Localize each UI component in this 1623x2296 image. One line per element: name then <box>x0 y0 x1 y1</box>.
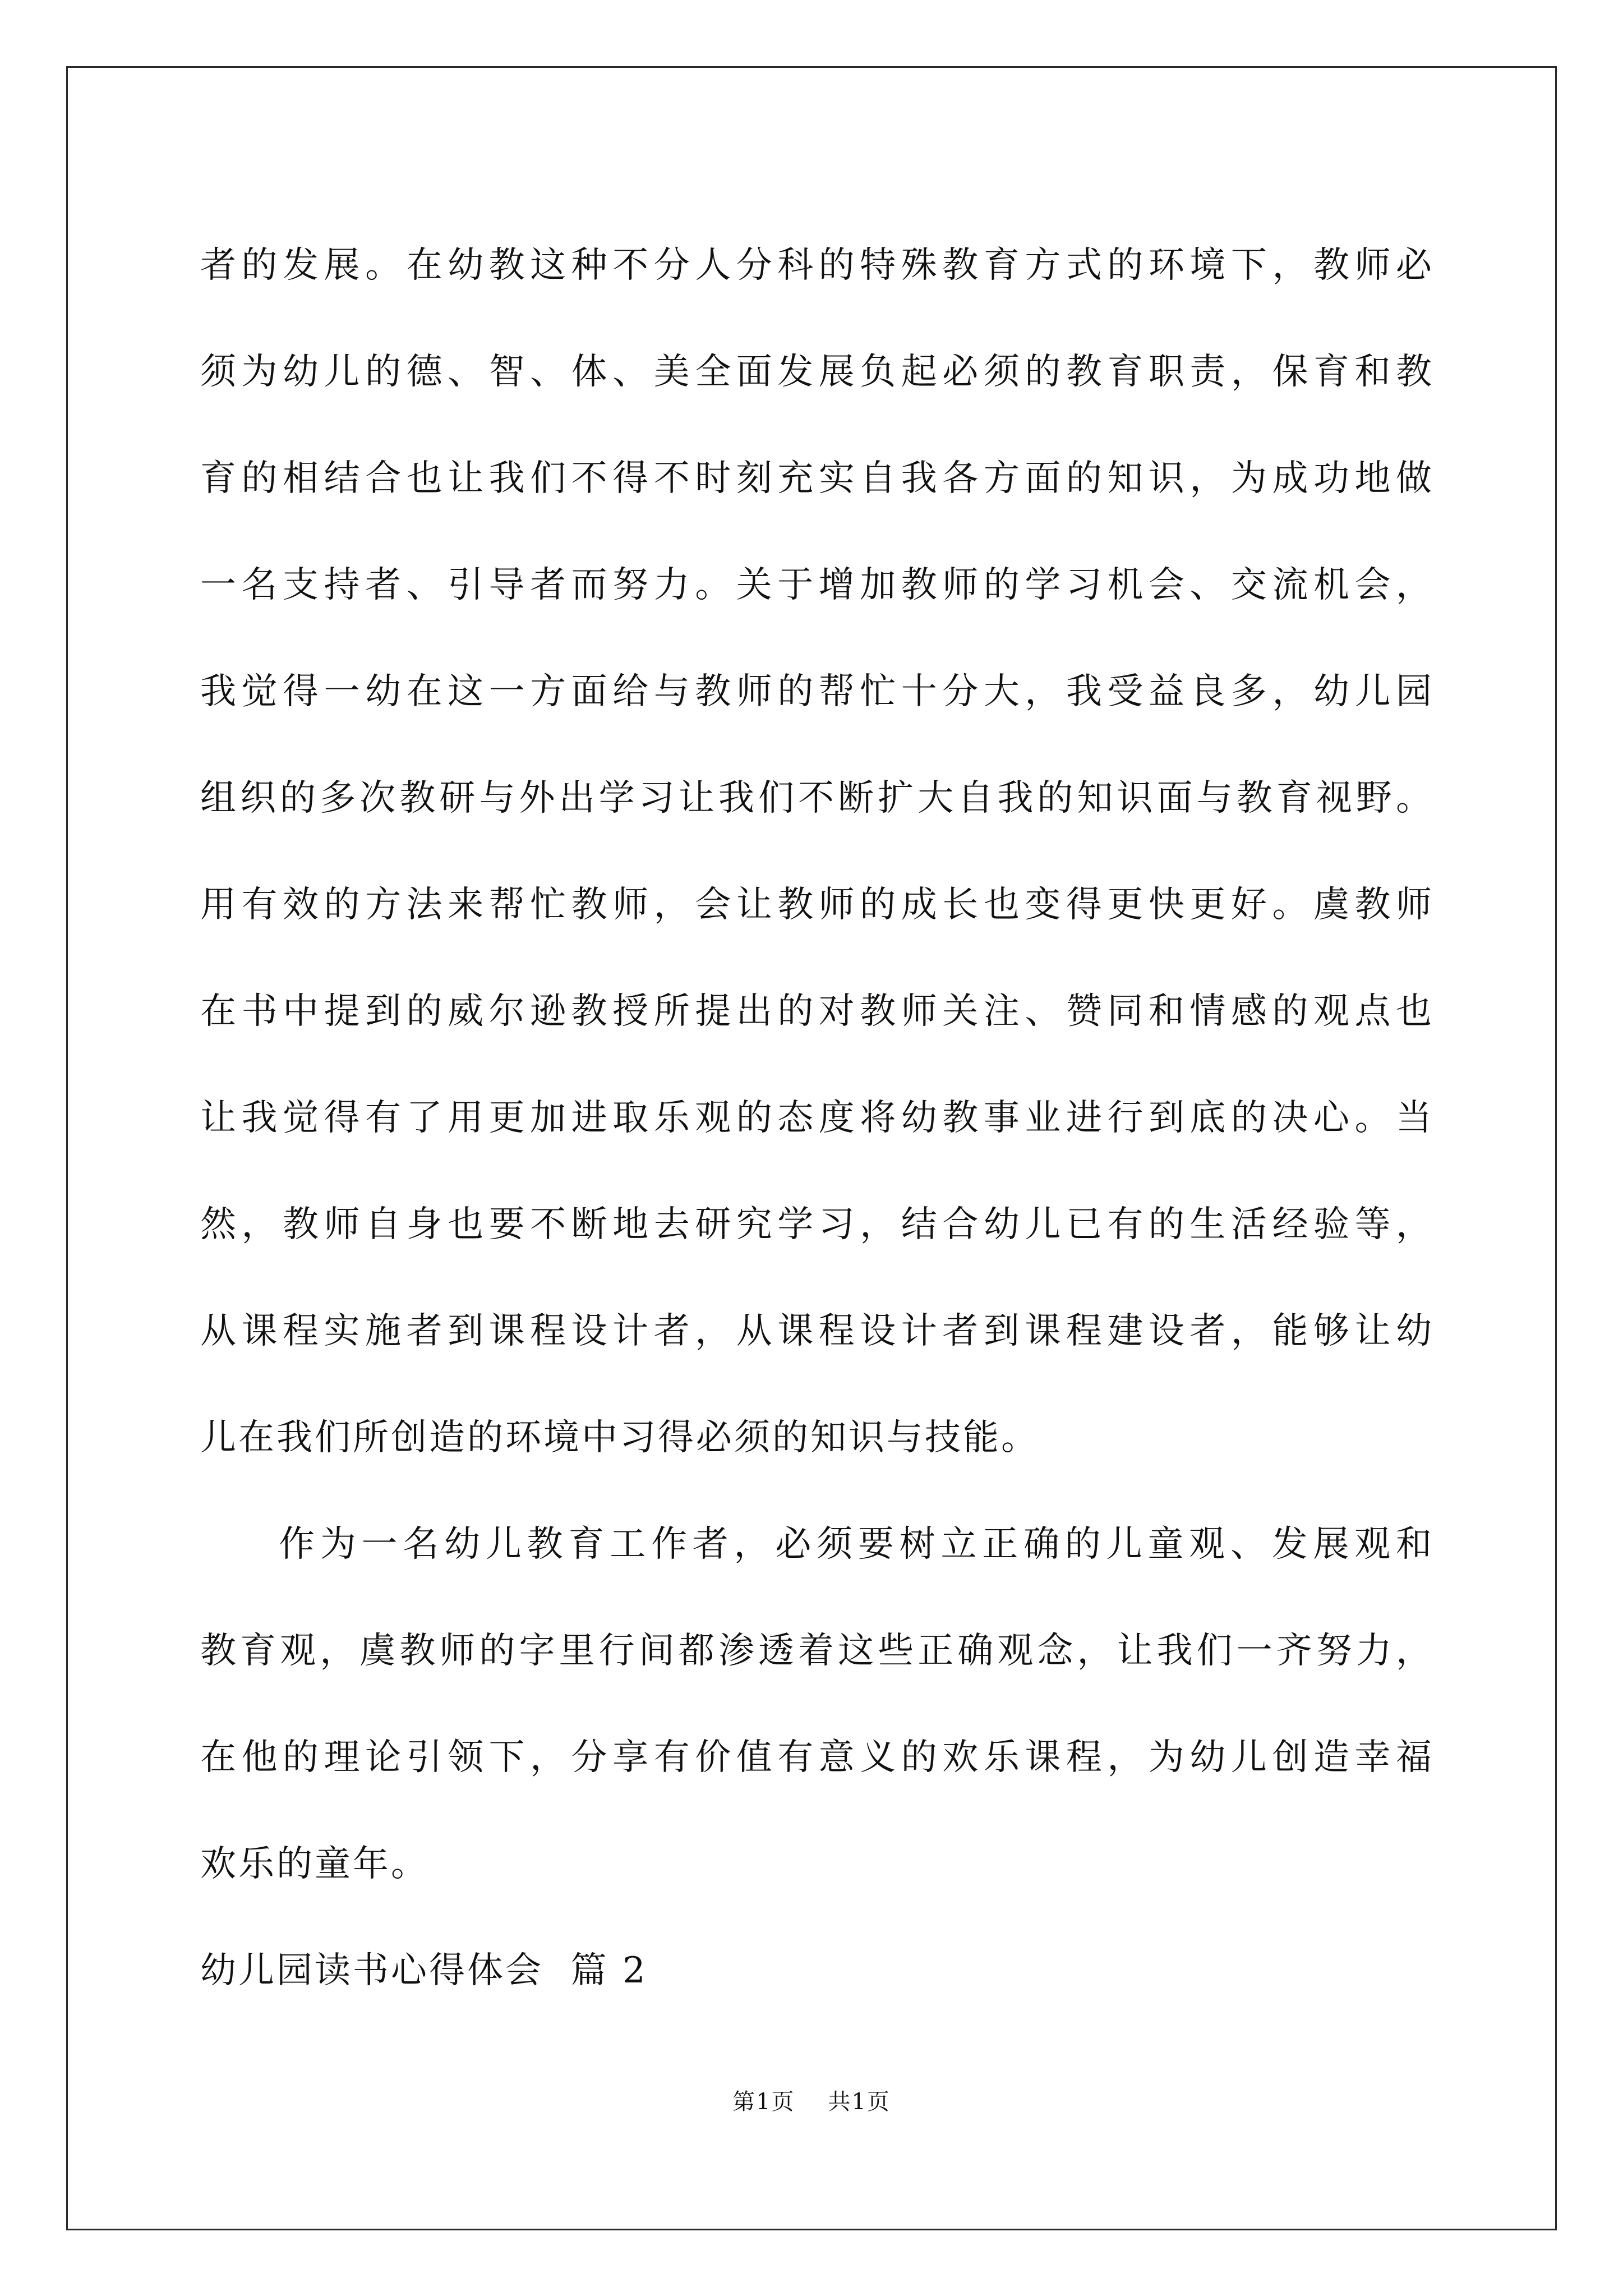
text-line: 者的发展。在幼教这种不分人分科的特殊教育方式的环境下，教师必 <box>200 245 1434 286</box>
text-line: 须为幼儿的德、智、体、美全面发展负起必须的教育职责，保育和教 <box>200 351 1434 393</box>
text-line: 一名支持者、引导者而努力。关于增加教师的学习机会、交流机会， <box>200 564 1434 606</box>
text-line: 在他的理论引领下，分享有价值有意义的欢乐课程，为幼儿创造幸福 <box>200 1737 1434 1778</box>
text-line: 我觉得一幼在这一方面给与教师的帮忙十分大，我受益良多，幼儿园 <box>200 671 1434 712</box>
page-footer: 第1页 共1页 <box>732 2089 891 2115</box>
document-body <box>200 212 1434 2024</box>
text-line: 让我觉得有了用更加进取乐观的态度将幼教事业进行到底的决心。当 <box>200 1097 1434 1139</box>
text-line: 组织的多次教研与外出学习让我们不断扩大自我的知识面与教育视野。 <box>200 777 1434 819</box>
text-line: 然，教师自身也要不断地去研究学习，结合幼儿已有的生活经验等， <box>200 1204 1434 1245</box>
text-line: 欢乐的童年。 <box>200 1843 429 1885</box>
text-line: 用有效的方法来帮忙教师，会让教师的成长也变得更快更好。虞教师 <box>200 884 1434 926</box>
text-line: 儿在我们所创造的环境中习得必须的知识与技能。 <box>200 1417 1039 1458</box>
text-line: 作为一名幼儿教育工作者，必须要树立正确的儿童观、发展观和 <box>279 1524 1434 1565</box>
section-heading: 幼儿园读书心得体会 篇 2 <box>200 1950 648 1991</box>
text-line: 育的相结合也让我们不得不时刻充实自我各方面的知识，为成功地做 <box>200 458 1434 499</box>
text-line: 从课程实施者到课程设计者，从课程设计者到课程建设者，能够让幼 <box>200 1310 1434 1352</box>
text-line: 教育观，虞教师的字里行间都渗透着这些正确观念，让我们一齐努力， <box>200 1630 1434 1672</box>
text-line: 在书中提到的威尔逊教授所提出的对教师关注、赞同和情感的观点也 <box>200 991 1434 1032</box>
